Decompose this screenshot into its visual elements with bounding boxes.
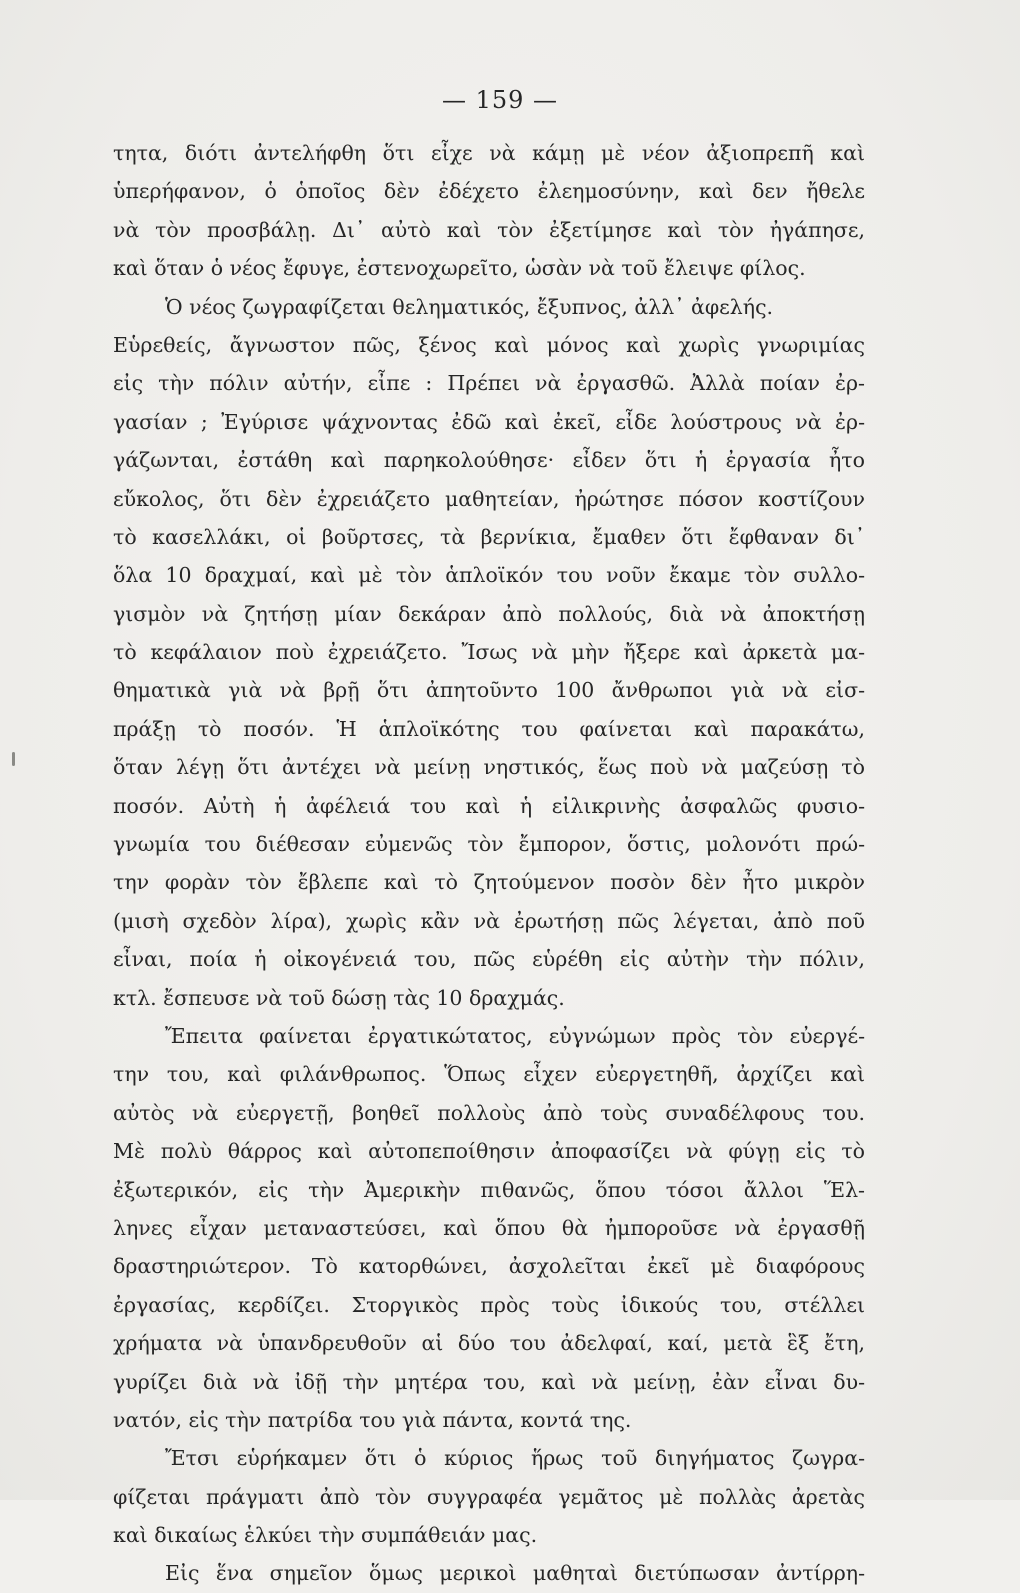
page-number: — 159 — <box>441 86 559 114</box>
text-line: εἰς τὴν πόλιν αὐτήν, εἶπε : Πρέπει νὰ ἐργασθῶ. Ἀλλὰ ποίαν ἐρ- <box>113 371 865 396</box>
text-line: Ἔπειτα φαίνεται ἐργατικώτατος, εὐγνώμων πρὸς τὸν εὐεργέ- <box>165 1023 865 1048</box>
text-line: ἐξωτερικόν, εἰς τὴν Ἀμερικὴν πιθανῶς, ὅπου τόσοι ἄλλοι Ἕλ- <box>113 1177 865 1202</box>
text-line: γνωμία του διέθεσαν εὐμενῶς τὸν ἔμπορον, ὅστις, μολονότι πρώ- <box>113 832 865 857</box>
text-line: Εὑρεθείς, ἄγνωστον πῶς, ξένος καὶ μόνος καὶ χωρὶς γνωριμίας <box>113 332 865 357</box>
text-line: ληνες εἶχαν μεταναστεύσει, καὶ ὅπου θὰ ἠμποροῦσε νὰ ἐργασθῇ <box>113 1215 865 1240</box>
text-line: ὅλα 10 δραχμαί, καὶ μὲ τὸν ἁπλοϊκόν του νοῦν ἔκαμε τὸν συλλο- <box>113 563 865 588</box>
text-line: γασίαν ; Ἐγύρισε ψάχνοντας ἐδῶ καὶ ἐκεῖ, εἶδε λούστρους νὰ ἐρ- <box>113 409 865 434</box>
text-line: δραστηριώτερον. Τὸ κατορθώνει, ἀσχολεῖται ἐκεῖ μὲ διαφόρους <box>113 1254 865 1279</box>
text-line: πράξῃ τὸ ποσόν. Ἡ ἁπλοϊκότης του φαίνεται καὶ παρακάτω, <box>113 716 865 741</box>
text-line: γάζωνται, ἐστάθη καὶ παρηκολούθησε· εἶδεν ὅτι ἡ ἐργασία ἦτο <box>113 448 865 473</box>
text-line: τὸ κασελλάκι, οἱ βοῦρτσες, τὰ βερνίκια, ἔμαθεν ὅτι ἔφθαναν δι᾽ <box>113 524 865 549</box>
text-line: τὸ κεφάλαιον ποὺ ἐχρειάζετο. Ἴσως νὰ μὴν ἤξερε καὶ ἀρκετὰ μα- <box>113 640 865 665</box>
text-line: θηματικὰ γιὰ νὰ βρῇ ὅτι ἀπητοῦντο 100 ἄνθρωποι γιὰ νὰ εἰσ- <box>113 678 865 703</box>
text-line: νατόν, εἰς τὴν πατρίδα του γιὰ πάντα, κοντά της. <box>113 1407 632 1432</box>
body-text <box>113 134 865 1593</box>
text-line: Ὁ νέος ζωγραφίζεται θεληματικός, ἔξυπνος, ἀλλ᾽ ἀφελής. <box>165 294 774 319</box>
text-line: καὶ δικαίως ἑλκύει τὴν συμπάθειάν μας. <box>113 1523 538 1548</box>
text-line: Μὲ πολὺ θάρρος καὶ αὐτοπεποίθησιν ἀποφασίζει νὰ φύγῃ εἰς τὸ <box>113 1139 865 1164</box>
text-line: (μισὴ σχεδὸν λίρα), χωρὶς κἂν νὰ ἐρωτήσῃ πῶς λέγεται, ἀπὸ ποῦ <box>113 908 865 933</box>
text-line: ἐργασίας, κερδίζει. Στοργικὸς πρὸς τοὺς ἰδικούς του, στέλλει <box>113 1292 865 1317</box>
text-line: την φορὰν τὸν ἔβλεπε καὶ τὸ ζητούμενον ποσὸν δὲν ἦτο μικρὸν <box>113 870 865 895</box>
text-line: γυρίζει διὰ νὰ ἰδῇ τὴν μητέρα του, καὶ νὰ μείνῃ, ἐὰν εἶναι δυ- <box>113 1369 865 1394</box>
margin-mark <box>12 752 15 766</box>
text-line: κτλ. ἔσπευσε νὰ τοῦ δώσῃ τὰς 10 δραχμάς. <box>113 985 565 1010</box>
text-line: τητα, διότι ἀντελήφθη ὅτι εἶχε νὰ κάμῃ μὲ νέον ἀξιοπρεπῆ καὶ <box>113 141 865 165</box>
text-line: χρήματα νὰ ὑπανδρευθοῦν αἱ δύο του ἀδελφαί, καί, μετὰ ἓξ ἔτη, <box>113 1331 865 1356</box>
text-line: Εἰς ἕνα σημεῖον ὅμως μερικοὶ μαθηταὶ διετύπωσαν ἀντίρρη- <box>165 1561 865 1586</box>
text-line: Ἔτσι εὑρήκαμεν ὅτι ὁ κύριος ἥρως τοῦ διηγήματος ζωγρα- <box>165 1446 865 1471</box>
text-line: καὶ ὅταν ὁ νέος ἔφυγε, ἐστενοχωρεῖτο, ὡσὰν νὰ τοῦ ἔλειψε φίλος. <box>113 256 806 281</box>
text-line: νὰ τὸν προσβάλῃ. Δι᾽ αὐτὸ καὶ τὸν ἐξετίμησε καὶ τὸν ἠγάπησε, <box>113 217 865 242</box>
text-line: ὑπερήφανον, ὁ ὁποῖος δὲν ἐδέχετο ἐλεημοσύνην, καὶ δεν ἤθελε <box>113 179 865 204</box>
text-line: εὔκολος, ὅτι δὲν ἐχρειάζετο μαθητείαν, ἠρώτησε πόσον κοστίζουν <box>113 486 865 511</box>
text-line: αὐτὸς νὰ εὐεργετῇ, βοηθεῖ πολλοὺς ἀπὸ τοὺς συναδέλφους του. <box>113 1100 865 1125</box>
text-line: γισμὸν νὰ ζητήσῃ μίαν δεκάραν ἀπὸ πολλούς, διὰ νὰ ἀποκτήσῃ <box>113 601 865 626</box>
text-line: ὅταν λέγῃ ὅτι ἀντέχει νὰ μείνῃ νηστικός, ἕως ποὺ νὰ μαζεύσῃ τὸ <box>113 755 865 780</box>
text-line: εἶναι, ποία ἡ οἰκογένειά του, πῶς εὑρέθη εἰς αὐτὴν τὴν πόλιν, <box>113 947 865 972</box>
text-line: την του, καὶ φιλάνθρωπος. Ὅπως εἶχεν εὐεργετηθῆ, ἀρχίζει καὶ <box>113 1062 865 1087</box>
text-line: ποσόν. Αὐτὴ ἡ ἀφέλειά του καὶ ἡ εἰλικρινὴς ἀσφαλῶς φυσιο- <box>113 793 865 818</box>
text-line: φίζεται πράγματι ἀπὸ τὸν συγγραφέα γεμᾶτος μὲ πολλὰς ἀρετὰς <box>113 1484 865 1509</box>
